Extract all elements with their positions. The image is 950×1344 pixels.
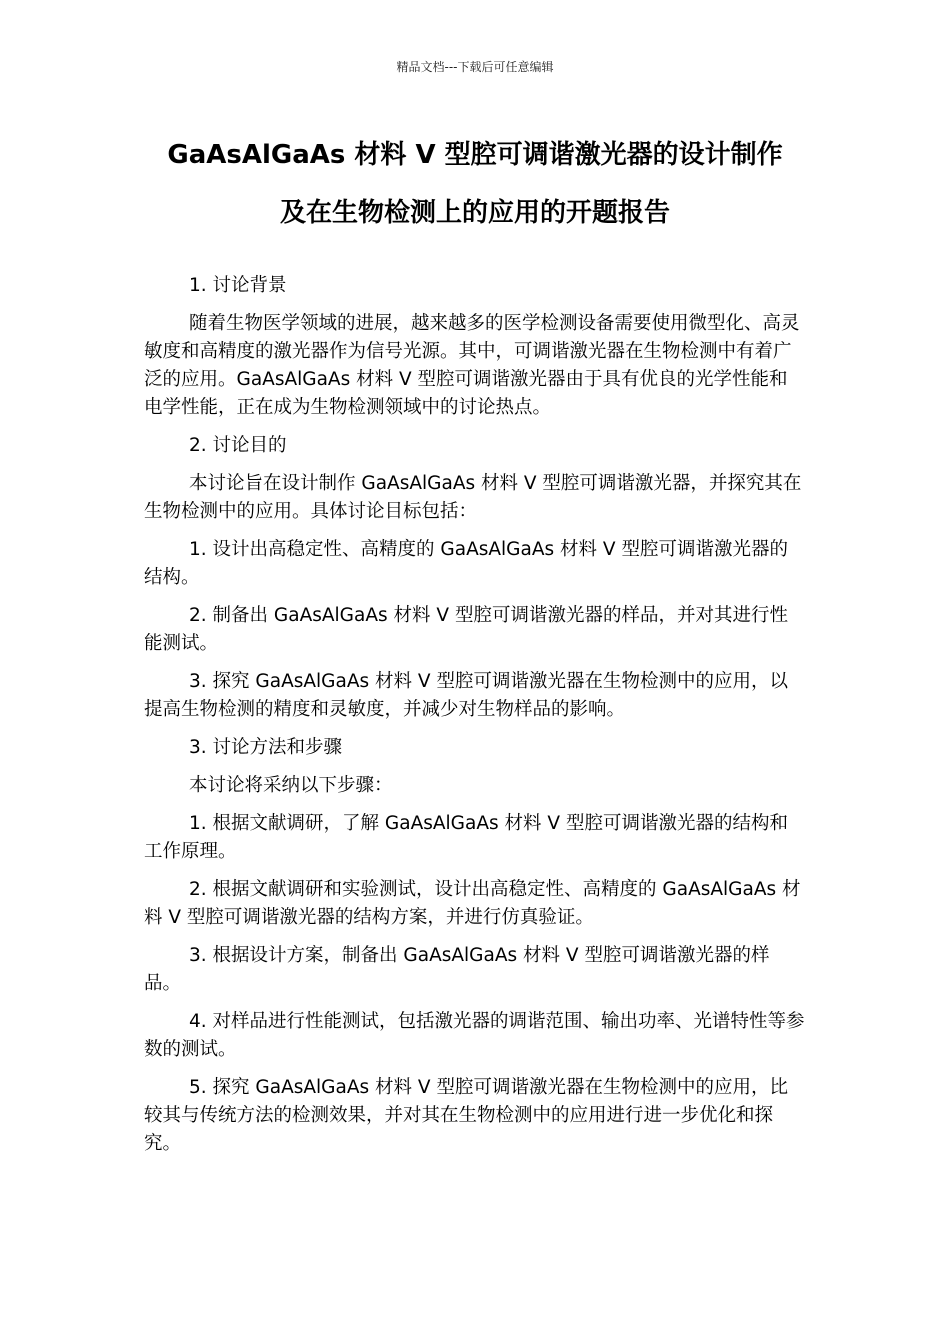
paragraph-methods-intro: 本讨论将采纳以下步骤： bbox=[189, 775, 393, 796]
list-item-step-4: 4. 对样品进行性能测试，包括激光器的调谐范围、输出功率、光谱特性等参数的测试。 bbox=[144, 1011, 805, 1060]
document-body bbox=[144, 272, 806, 1168]
list-item-goal-3: 3. 探究 GaAsAlGaAs 材料 V 型腔可调谐激光器在生物检测中的应用，以提高生物检测的精度和灵敏度，并减少对生物样品的影响。 bbox=[144, 671, 788, 720]
list-item-step-3: 3. 根据设计方案，制备出 GaAsAlGaAs 材料 V 型腔可调谐激光器的样品。 bbox=[144, 945, 770, 994]
paragraph-background: 随着生物医学领域的进展，越来越多的医学检测设备需要使用微型化、高灵敏度和高精度的激光器作为信号光源。其中，可调谐激光器在生物检测中有着广泛的应用。GaAsAlGaAs 材料 V 型腔可调谐激光器由于具有优良的光学性能和电学性能，正在成为生物检测领域中的讨论热点。 bbox=[144, 313, 800, 418]
list-item-goal-2: 2. 制备出 GaAsAlGaAs 材料 V 型腔可调谐激光器的样品，并对其进行性能测试。 bbox=[144, 605, 788, 654]
header-note: 精品文档---下载后可任意编辑 bbox=[396, 60, 554, 74]
section-heading-purpose: 2. 讨论目的 bbox=[189, 435, 287, 456]
list-item-goal-1: 1. 设计出高稳定性、高精度的 GaAsAlGaAs 材料 V 型腔可调谐激光器的结构。 bbox=[144, 539, 788, 588]
section-heading-methods: 3. 讨论方法和步骤 bbox=[189, 737, 343, 758]
list-item-step-1: 1. 根据文献调研，了解 GaAsAlGaAs 材料 V 型腔可调谐激光器的结构和工作原理。 bbox=[144, 813, 788, 862]
section-heading-background: 1. 讨论背景 bbox=[189, 275, 287, 296]
paragraph-purpose: 本讨论旨在设计制作 GaAsAlGaAs 材料 V 型腔可调谐激光器，并探究其在生物检测中的应用。具体讨论目标包括： bbox=[144, 473, 802, 522]
list-item-step-2: 2. 根据文献调研和实验测试，设计出高稳定性、高精度的 GaAsAlGaAs 材料 V 型腔可调谐激光器的结构方案，并进行仿真验证。 bbox=[144, 879, 801, 928]
document-title-line-2: 及在生物检测上的应用的开题报告 bbox=[279, 198, 670, 228]
document-title-line-1: GaAsAlGaAs 材料 V 型腔可调谐激光器的设计制作 bbox=[167, 140, 783, 170]
list-item-step-5: 5. 探究 GaAsAlGaAs 材料 V 型腔可调谐激光器在生物检测中的应用，比较其与传统方法的检测效果，并对其在生物检测中的应用进行进一步优化和探究。 bbox=[144, 1077, 788, 1154]
